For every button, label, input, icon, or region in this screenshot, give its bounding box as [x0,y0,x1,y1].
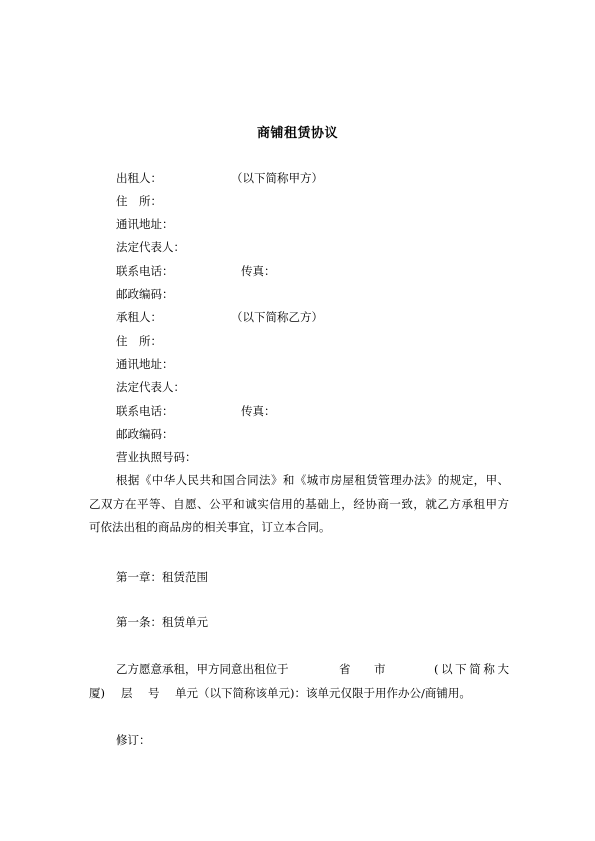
article1-line2-start: 厦) [89,686,105,700]
lessor-address: 住 所： [116,194,162,208]
lessor-mail-address: 通讯地址： [116,217,174,231]
lessor-fax: 传真： [241,264,276,278]
lessee-label: 承租人： [116,310,162,324]
article1-line1-text: 乙方愿意承租，甲方同意出租位于 [116,662,289,676]
preamble-line-3: 可依法出租的商品房的相关事宜，订立本合同。 [89,520,331,534]
article1-number: 号 [148,686,160,700]
preamble-line-1: 根据《中华人民共和国合同法》和《城市房屋租赁管理办法》的规定，甲、 [116,473,509,487]
lessee-fax: 传真： [241,404,276,418]
article1-province: 省 [339,662,351,676]
article1-line2-tail: 单元（以下简称该单元)：该单元仅限于用作办公/商铺用。 [175,686,471,700]
article1-line1-tail: (以下简称大 [434,662,509,676]
article-heading: 第一条：租赁单元 [116,615,208,629]
lessor-phone: 联系电话： [116,264,174,278]
lessee-phone: 联系电话： [116,404,174,418]
lessor-note: （以下简称甲方） [231,171,323,185]
lessee-license: 营业执照号码： [116,450,197,464]
lessee-postcode: 邮政编码： [116,427,174,441]
revision-label: 修订： [116,733,151,747]
document-title: 商铺租赁协议 [256,126,338,141]
article1-city: 市 [374,662,386,676]
lessor-postcode: 邮政编码： [116,287,174,301]
lessee-mail-address: 通讯地址： [116,357,174,371]
lessee-note: （以下简称乙方） [231,310,323,324]
lessor-label: 出租人： [116,171,162,185]
article1-floor: 层 [121,686,133,700]
preamble-line-2: 乙双方在平等、自愿、公平和诚实信用的基础上，经协商一致，就乙方承租甲方 [89,497,509,511]
lessor-legal-rep: 法定代表人： [116,240,185,254]
lessee-address: 住 所： [116,334,162,348]
lessee-legal-rep: 法定代表人： [116,380,185,394]
chapter-heading: 第一章：租赁范围 [116,570,208,584]
